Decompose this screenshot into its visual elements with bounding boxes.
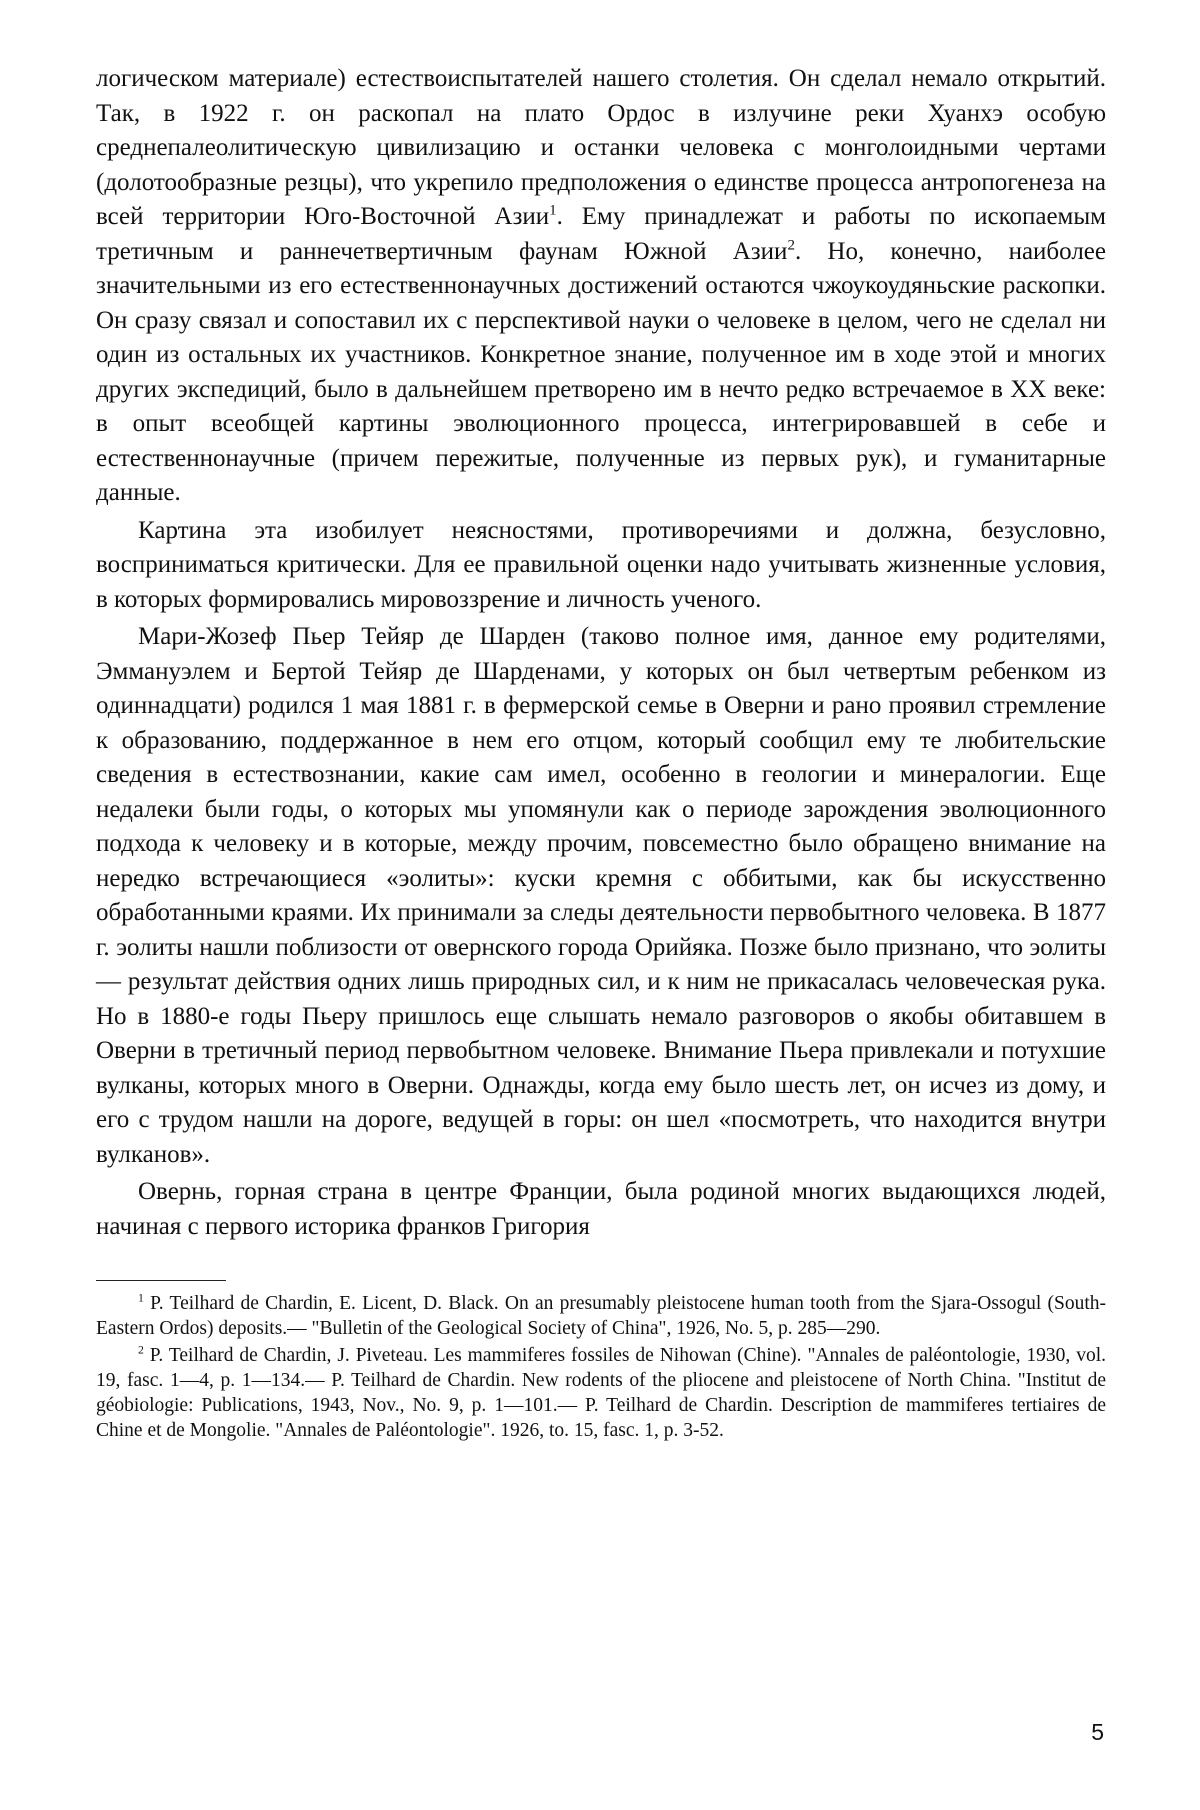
footnote-ref-2[interactable]: 2	[787, 237, 795, 254]
paragraph-4: Овернь, горная страна в центре Франции, была родиной многих выдающихся людей, начиная с первого историка франков Григория	[96, 1178, 1106, 1240]
footnote-1-text: P. Teilhard de Chardin, E. Licent, D. Black. On an presumably pleistocene human tooth from the Sjara-Ossogul (South-Eastern Ordos) deposits.— "Bulletin of the Geological Society of China", 1926, No. 5, p. 285—290.	[96, 1293, 1106, 1339]
footnotes	[96, 1291, 1106, 1443]
footnote-2	[96, 1343, 1106, 1443]
paragraph-3: Мари-Жозеф Пьер Тейяр де Шарден (таково полное имя, данное ему родителями, Эммануэлем и Бертой Тейяр де Шарденами, у которых он был четвертым ребенком из одиннадцати) родился 1 мая 1881 г. в фермерской семье в Оверни и рано проявил стремление к образованию, поддержанное в нем его отцом, который сообщил ему те любительские сведения в естествознании, какие сам имел, особенно в геологии и минералогии. Еще недалеки были годы, о которых мы упомянули как о периоде зарождения эволюционного подхода к человеку и в которые, между прочим, повсеместно было обращено внимание на нередко встречающиеся «эолиты»: куски кремня с оббитыми, как бы искусственно обработанными краями. Их принимали за следы деятельности первобытного человека. В 1877 г. эолиты нашли поблизости от овернского города Орийяка. Позже было признано, что эолиты — результат действия одних лишь природных сил, и к ним не прикасалась человеческая рука. Но в 1880-е годы Пьеру пришлось еще слышать немало разговоров о якобы обитавшем в Оверни в третичный период первобытном человеке. Внимание Пьера привлекали и потухшие вулканы, которых много в Оверни. Однажды, когда ему было шесть лет, он исчез из дому, и его с трудом нашли на дороге, ведущей в горы: он шел «посмотреть, что находится внутри вулканов».	[96, 623, 1106, 1168]
footnote-2-mark: 2	[138, 1343, 144, 1357]
paragraph-2: Картина эта изобилует неясностями, противоречиями и должна, безусловно, восприниматься критически. Для ее правильной оценки надо учитывать жизненные условия, в которых формировались мировоззрение и личность ученого.	[96, 516, 1106, 613]
paragraph-1	[96, 62, 1106, 511]
footnote-2-text: P. Teilhard de Chardin, J. Piveteau. Les mammiferes fossiles de Nihowan (Chine). "Annales de paléontologie, 1930, vol. 19, fasc. 1—4, p. 1—134.— P. Teilhard de Chardin. New rodents of the pliocene and pleistocene of North China. "Institut de géobiologie: Publications, 1943, Nov., No. 9, p. 1—101.— P. Teilhard de Chardin. Description de mammiferes tertiaires de Chine et de Mongolie. "Annales de Paléontologie". 1926, to. 15, fasc. 1, p. 3-52.	[96, 1345, 1106, 1441]
footnote-1	[96, 1291, 1106, 1341]
paragraph-1-part-2: . Ему принадлежат и работы по ископаемым третичным и раннечетвертичным фаунам Южной Азии	[96, 203, 1106, 265]
main-text	[96, 62, 1106, 1244]
paragraph-1-part-3: . Но, конечно, наиболее значительными из его естественнонаучных достижений остаются чжоукоудяньские раскопки. Он сразу связал и сопоставил их с перспективой науки о человеке в целом, чего не сделал ни один из остальных их участников. Конкретное знание, полученное им в ходе этой и многих других экспедиций, было в дальнейшем претворено им в нечто редко встречаемое в XX веке: в опыт всеобщей картины эволюционного процесса, интегрировавшей в себе и естественнонаучные (причем пережитые, полученные из первых рук), и гуманитарные данные.	[96, 237, 1106, 506]
page-content	[96, 62, 1106, 1443]
paragraph-1-part-1: логическом материале) естествоиспытателей нашего столетия. Он сделал немало открытий. Так, в 1922 г. он раскопал на плато Ордос в излучине реки Хуанхэ особую среднепалеолитическую цивилизацию и останки человека с монголоидными чертами (долотообразные резцы), что укрепило предположения о единстве процесса антропогенеза на всей территории Юго-Восточной Азии	[96, 65, 1106, 230]
footnote-divider	[96, 1280, 226, 1281]
footnote-ref-1[interactable]: 1	[549, 202, 557, 219]
page-number: 5	[1091, 1719, 1104, 1745]
footnote-1-mark: 1	[138, 1291, 144, 1305]
